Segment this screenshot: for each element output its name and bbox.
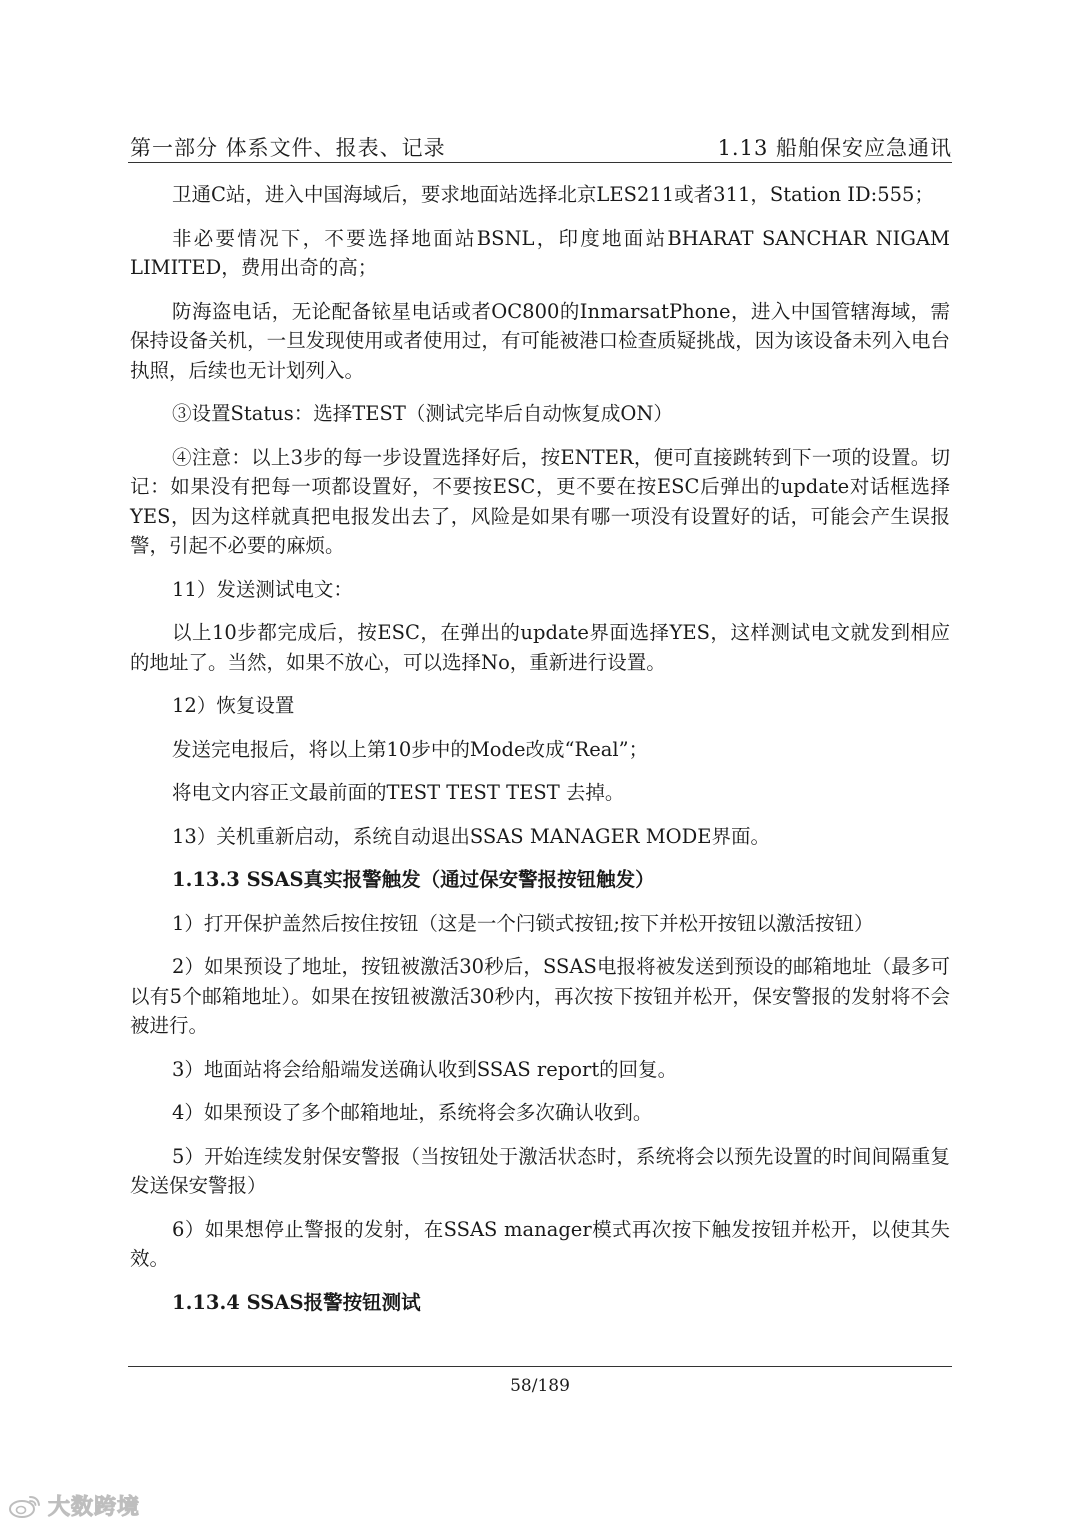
watermark-text: 大数跨境 [48,1495,141,1520]
paragraph: 非必要情况下，不要选择地面站BSNL，印度地面站BHARAT SANCHAR NIGAM LIMITED，费用出奇的高； [130,226,950,279]
page-body [130,180,950,1331]
paragraph: 卫通C站，进入中国海域后，要求地面站选择北京LES211或者311，Station ID:555； [172,183,934,206]
footer-divider [128,1366,952,1367]
header-divider [128,162,952,163]
page-header [130,128,952,162]
paragraph: 12）恢复设置 [172,694,295,717]
section-heading: 1.13.3 SSAS真实报警触发（通过保安警报按钮触发） [172,868,655,891]
header-section-title: 第一部分 体系文件、报表、记录 [130,136,446,160]
paragraph: 4）如果预设了多个邮箱地址，系统将会多次确认收到。 [172,1101,653,1124]
paragraph: 11）发送测试电文： [172,577,353,601]
paragraph: 将电文内容正文最前面的TEST TEST TEST 去掉。 [172,781,625,804]
paragraph: 防海盗电话，无论配备铱星电话或者OC800的InmarsatPhone，进入中国管辖海域，需保持设备关机，一旦发现使用或者使用过，有可能被港口检查质疑挑战，因为该设备未列入电台执照，后续也无计划列入。 [130,299,950,382]
header-chapter-title: 1.13 船舶保安应急通讯 [717,136,952,160]
paragraph: 13）关机重新启动，系统自动退出SSAS MANAGER MODE界面。 [172,824,771,848]
paragraph: 2）如果预设了地址，按钮被激活30秒后，SSAS电报将被发送到预设的邮箱地址（最多可以有5个邮箱地址）。如果在按钮被激活30秒内，再次按下按钮并松开，保安警报的发射将不会被进行。 [130,955,950,1037]
paragraph: 3）地面站将会给船端发送确认收到SSAS report的回复。 [172,1057,678,1081]
paragraph: 5）开始连续发射保安警报（当按钮处于激活状态时，系统将会以预先设置的时间间隔重复发送保安警报） [130,1144,950,1197]
paragraph: 1）打开保护盖然后按住按钮（这是一个闩锁式按钮;按下并松开按钮以激活按钮） [172,911,874,935]
watermark [8,1490,140,1521]
paragraph: ④注意：以上3步的每一步设置选择好后，按ENTER，便可直接跳转到下一项的设置。切记：如果没有把每一项都设置好，不要按ESC，更不要在按ESC后弹出的update对话框选择YES，因为这样就真把电报发出去了，风险是如果有哪一项没有设置好的话，可能会产生误报警，引起不必要的麻烦。 [130,445,950,557]
paragraph: 6）如果想停止警报的发射，在SSAS manager模式再次按下触发按钮并松开，以使其失效。 [130,1217,950,1270]
paragraph: 发送完电报后，将以上第10步中的Mode改成“Real”； [172,737,649,761]
paragraph: ③设置Status：选择TEST（测试完毕后自动恢复成ON） [172,402,673,425]
weibo-logo-icon [8,1493,42,1519]
page-number: 58/189 [510,1376,570,1396]
section-heading: 1.13.4 SSAS报警按钮测试 [172,1290,421,1314]
paragraph: 以上10步都完成后，按ESC，在弹出的update界面选择YES，这样测试电文就发到相应的地址了。当然，如果不放心，可以选择No，重新进行设置。 [130,621,950,674]
